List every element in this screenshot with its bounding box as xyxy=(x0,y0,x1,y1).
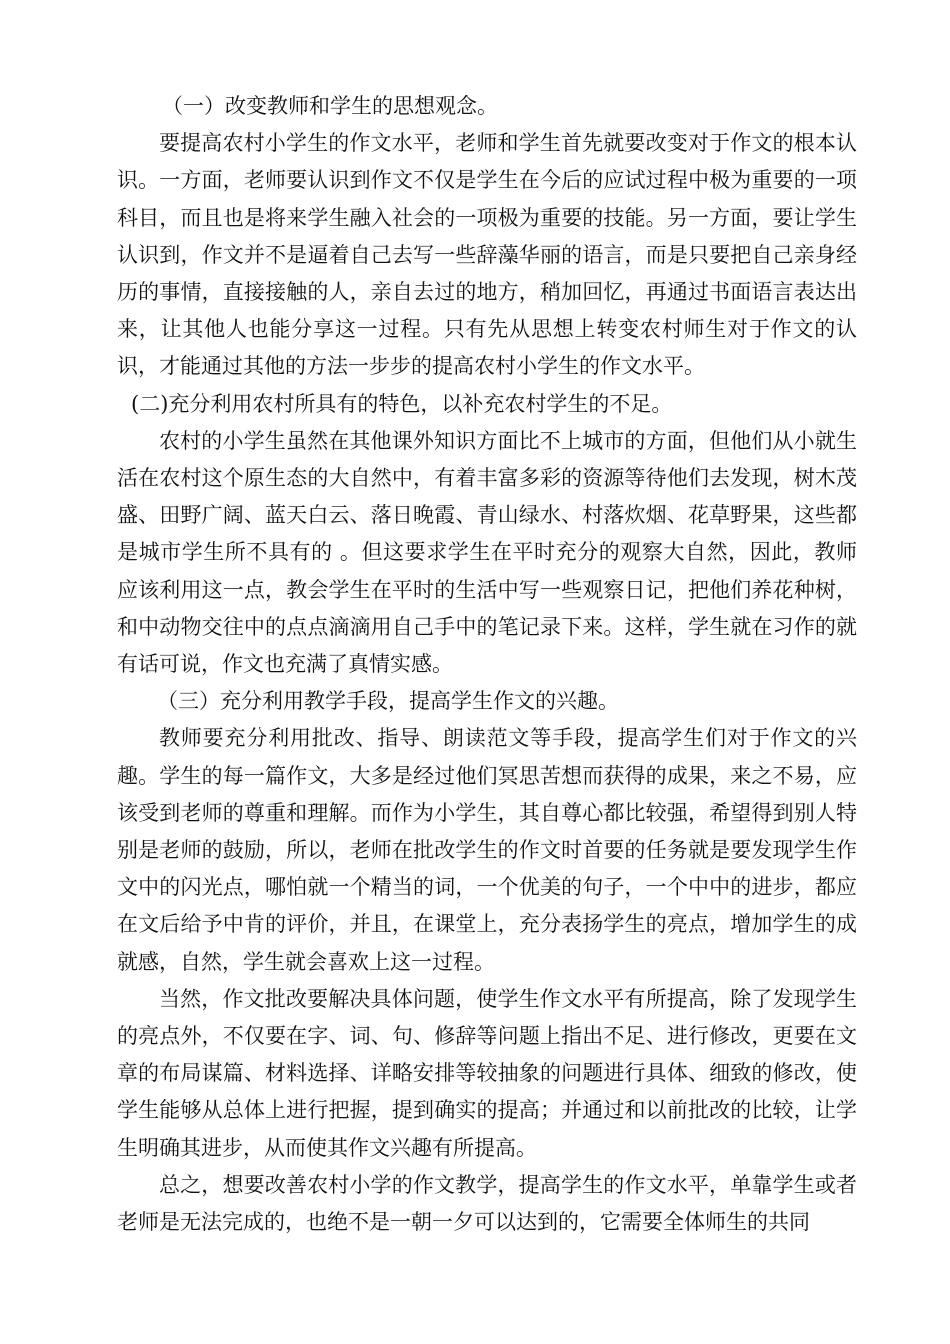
section-heading-3: （三）充分利用教学手段，提高学生作文的兴趣。 xyxy=(157,689,619,714)
body-paragraph: 要提高农村小学生的作文水平，老师和学生首先就要改变对于作文的根本认识。一方面，老师要认识到作文不仅是学生在今后的应试过程中极为重要的一项科目，而且也是将来学生融入社会的一项极为重要的技能。另一方面，要让学生认识到，作文并不是逼着自己去写一些辞藻华丽的语言，而是只要把自己亲身经历的事情，直接接触的人，亲自去过的地方，稍加回忆，再通过书面语言表达出来，让其他人也能分享这一过程。只有先从思想上转变农村师生对于作文的认识，才能通过其他的方法一步步的提高农村小学生的作文水平。 xyxy=(117,131,857,379)
body-paragraph: 当然，作文批改要解决具体问题，使学生作文水平有所提高，除了发现学生的亮点外，不仅要在字、词、句、修辞等问题上指出不足、进行修改，更要在文章的布局谋篇、材料选择、详略安排等较抽象的问题进行具体、细致的修改，使学生能够从总体上进行把握，提到确实的提高；并通过和以前批改的比较，让学生明确其进步，从而使其作文兴趣有所提高。 xyxy=(117,986,857,1160)
section-heading-2: (二)充分利用农村所具有的特色，以补充农村学生的不足。 xyxy=(131,391,673,416)
body-paragraph: 教师要充分利用批改、指导、朗读范文等手段，提高学生们对于作文的兴趣。学生的每一篇作文，大多是经过他们冥思苦想而获得的成果，来之不易，应该受到老师的尊重和理解。而作为小学生，其自尊心都比较强，希望得到别人特别是老师的鼓励，所以，老师在批改学生的作文时首要的任务就是要发现学生作文中的闪光点，哪怕就一个精当的词，一个优美的句子，一个中中的进步，都应在文后给予中肯的评价，并且，在课堂上，充分表扬学生的亮点，增加学生的成就感，自然，学生就会喜欢上这一过程。 xyxy=(117,726,857,974)
body-paragraph: 总之，想要改善农村小学的作文教学，提高学生的作文水平，单靠学生或者老师是无法完成的，也绝不是一朝一夕可以达到的，它需要全体师生的共同 xyxy=(117,1172,857,1235)
document-body xyxy=(117,88,857,1241)
body-paragraph: 农村的小学生虽然在其他课外知识方面比不上城市的方面，但他们从小就生活在农村这个原生态的大自然中，有着丰富多彩的资源等待他们去发现，树木茂盛、田野广阔、蓝天白云、落日晚霞、青山绿水、村落炊烟、花草野果，这些都是城市学生所不具有的 。但这要求学生在平时充分的观察大自然，因此，教师应该利用这一点，教会学生在平时的生活中写一些观察日记，把他们养花种树，和中动物交往中的点点滴滴用自己手中的笔记录下来。这样，学生就在习作的就有话可说，作文也充满了真情实感。 xyxy=(117,428,857,677)
section-heading-1: （一）改变教师和学生的思想观念。 xyxy=(162,94,498,118)
